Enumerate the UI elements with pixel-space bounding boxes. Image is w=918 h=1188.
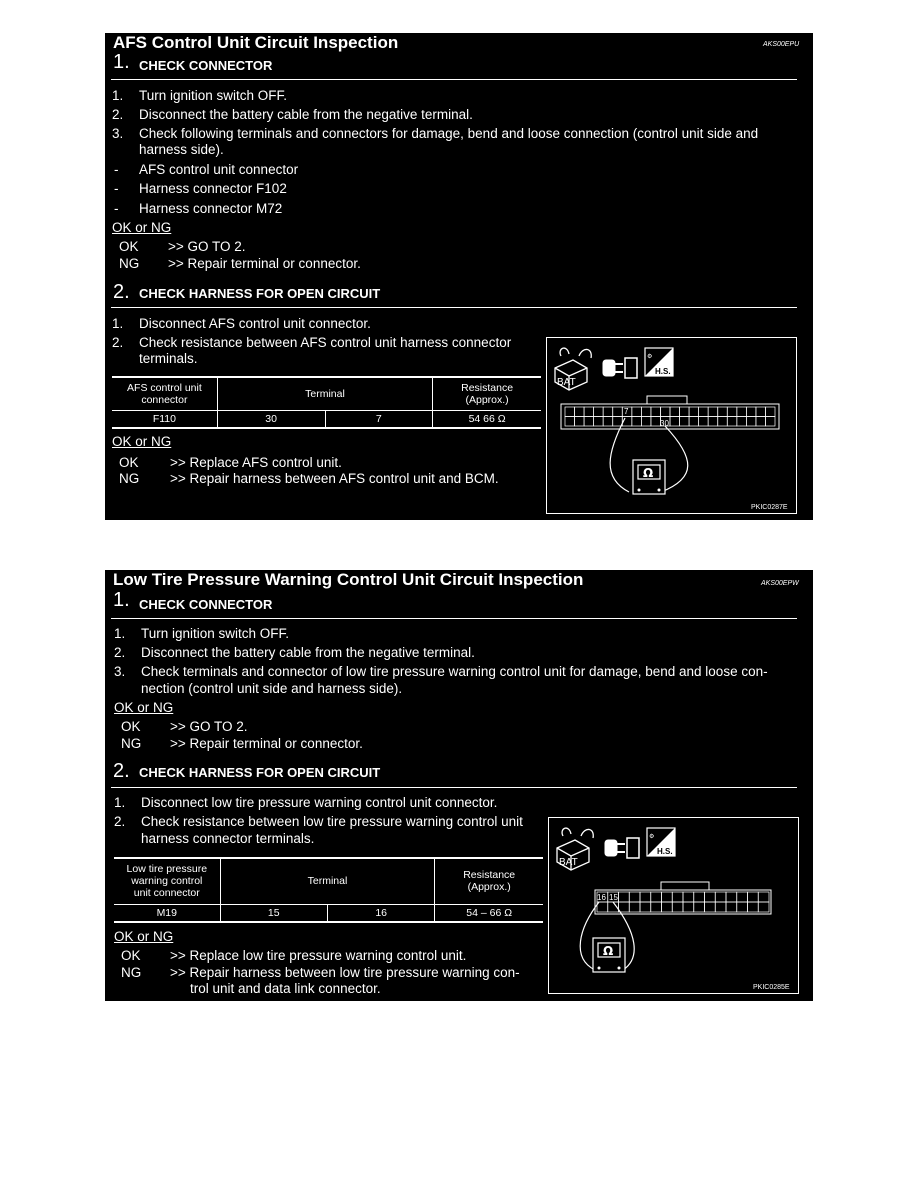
figure-code: PKIC0285E (753, 984, 790, 991)
divider (111, 618, 797, 619)
connector-cavity (619, 892, 630, 902)
section-code: AKS00EPW (761, 580, 799, 587)
connector-cavity (584, 417, 594, 427)
connector-cavity (737, 407, 747, 417)
connector-cavity (680, 417, 690, 427)
result-code: NG (121, 736, 142, 751)
connector-cavity (683, 902, 694, 912)
result-code: NG (119, 256, 140, 271)
step-heading: CHECK CONNECTOR (139, 597, 273, 612)
connector-plug-icon (603, 358, 637, 378)
connector-cavity (718, 417, 728, 427)
section-title: Low Tire Pressure Warning Control Unit Circuit Inspection (113, 570, 584, 589)
connector-cavity (694, 892, 705, 902)
list-item: Harness connector M72 (139, 201, 283, 216)
connector-cavity (683, 892, 694, 902)
list-marker: 1. (114, 795, 126, 810)
connector-diagram-svg (547, 338, 796, 513)
connector-pin-grid (565, 407, 775, 426)
connector-cavity (756, 417, 766, 427)
connector-cavity (670, 407, 680, 417)
figure-code: PKIC0287E (751, 504, 788, 511)
connector-cavity (756, 407, 766, 417)
connector-cavity (613, 407, 623, 417)
list-marker: 3. (114, 664, 126, 679)
connector-cavity (727, 407, 737, 417)
svg-text:⚙: ⚙ (647, 354, 653, 360)
list-item: Disconnect the battery cable from the negative terminal. (139, 107, 473, 122)
connector-cavity (660, 407, 670, 417)
connector-cavity (758, 892, 769, 902)
connector-cavity (746, 417, 756, 427)
step-heading: CHECK HARNESS FOR OPEN CIRCUIT (139, 765, 381, 780)
connector-cavity (718, 407, 728, 417)
connector-cavity (715, 892, 726, 902)
step-number: 2. (113, 760, 130, 782)
harness-side-label: H.S. (657, 847, 673, 856)
list-item: harness side). (139, 142, 224, 157)
list-item: Harness connector F102 (139, 181, 287, 196)
header-terminal: Terminal (220, 858, 435, 904)
connector-cavity (708, 417, 718, 427)
connector-cavity (603, 407, 613, 417)
connector-cavity (689, 417, 699, 427)
connector-cavity (737, 892, 748, 902)
list-marker: - (114, 181, 119, 196)
list-item: Check resistance between AFS control unit harness connector (139, 335, 512, 350)
connector-cavity (726, 902, 737, 912)
divider (111, 787, 797, 788)
result-text: >> GO TO 2. (168, 239, 246, 254)
result-text: >> Repair harness between low tire pressure warning con- (170, 965, 520, 980)
connector-cavity (619, 902, 630, 912)
connector-cavity (632, 417, 642, 427)
connector-cavity (672, 892, 683, 902)
list-marker: 2. (112, 107, 124, 122)
divider (111, 79, 797, 80)
pin-label-b: 30 (660, 419, 669, 428)
connector-cavity (594, 417, 604, 427)
connector-cavity (699, 407, 709, 417)
result-code: OK (121, 719, 141, 734)
pin-label-a: 7 (624, 407, 629, 416)
battery-label: BAT (559, 857, 578, 868)
connector-cavity (651, 407, 661, 417)
ok-ng-label: OK or NG (114, 929, 174, 944)
connector-cavity (708, 407, 718, 417)
resistance-table (114, 857, 543, 923)
connector-cavity (699, 417, 709, 427)
header-connector: AFS control unit connector (112, 377, 217, 410)
connector-cavity (629, 902, 640, 912)
result-code: OK (121, 948, 141, 963)
step-number: 1. (113, 51, 130, 73)
step-heading: CHECK HARNESS FOR OPEN CIRCUIT (139, 286, 381, 301)
wiring-diagram (546, 337, 797, 514)
list-item: Turn ignition switch OFF. (141, 626, 290, 641)
ok-ng-label: OK or NG (114, 700, 174, 715)
list-item: Turn ignition switch OFF. (139, 88, 288, 103)
connector-cavity (715, 902, 726, 912)
connector-cavity (746, 407, 756, 417)
connector-cavity (613, 417, 623, 427)
connector-cavity (758, 902, 769, 912)
result-code: NG (121, 965, 142, 980)
ohm-symbol: Ω (643, 466, 654, 480)
list-marker: - (114, 162, 119, 177)
ohm-symbol: Ω (603, 944, 614, 958)
connector-cavity (670, 417, 680, 427)
connector-cavity (565, 417, 575, 427)
result-code: OK (119, 239, 139, 254)
result-text: >> Replace low tire pressure warning control unit. (170, 948, 467, 963)
header-terminal: Terminal (217, 377, 432, 410)
connector-cavity (748, 902, 759, 912)
header-connector: Low tire pressure warning control unit connector (114, 858, 220, 904)
connector-cavity (594, 407, 604, 417)
cell-terminal-1: 30 (217, 410, 325, 428)
result-text: >> Repair terminal or connector. (170, 736, 363, 751)
svg-text:⚙: ⚙ (649, 834, 655, 840)
list-item: Check resistance between low tire pressure warning control unit (141, 814, 523, 829)
header-resistance: Resistance (Approx.) (461, 381, 514, 406)
result-text: >> Replace AFS control unit. (170, 455, 342, 470)
cell-connector: F110 (112, 410, 217, 428)
header-resistance: Resistance (Approx.) (463, 869, 516, 894)
list-marker: 2. (112, 335, 124, 350)
connector-cavity (694, 902, 705, 912)
cell-resistance: 54 66 Ω (468, 412, 506, 425)
list-marker: 2. (114, 814, 126, 829)
cell-resistance: 54 – 66 Ω (466, 906, 513, 919)
cell-terminal-2: 7 (325, 410, 433, 428)
list-item: harness connector terminals. (141, 831, 315, 846)
connector-plug-icon (605, 838, 639, 858)
list-item: AFS control unit connector (139, 162, 299, 177)
afs-inspection-panel (105, 33, 813, 520)
divider (111, 307, 797, 308)
step-heading: CHECK CONNECTOR (139, 58, 273, 73)
cell-terminal-2: 16 (327, 904, 434, 922)
connector-cavity (603, 417, 613, 427)
connector-cavity (632, 407, 642, 417)
connector-cavity (765, 417, 775, 427)
connector-cavity (737, 902, 748, 912)
tpms-inspection-panel (105, 570, 813, 1001)
connector-cavity (597, 902, 608, 912)
section-code: AKS00EPU (763, 41, 800, 48)
connector-cavity (680, 407, 690, 417)
pin-label-b: 15 (609, 893, 618, 902)
result-code: NG (119, 471, 140, 486)
connector-cavity (737, 417, 747, 427)
connector-cavity (765, 407, 775, 417)
list-marker: 1. (112, 316, 124, 331)
connector-cavity (640, 902, 651, 912)
resistance-table (112, 376, 541, 429)
connector-cavity (705, 902, 716, 912)
connector-cavity (748, 892, 759, 902)
connector-pin-grid (597, 892, 769, 912)
step-number: 2. (113, 281, 130, 303)
connector-cavity (662, 892, 673, 902)
list-item: Disconnect AFS control unit connector. (139, 316, 371, 331)
ok-ng-label: OK or NG (112, 220, 172, 235)
connector-cavity (689, 407, 699, 417)
result-text: >> GO TO 2. (170, 719, 248, 734)
connector-cavity (662, 902, 673, 912)
list-marker: - (114, 201, 119, 216)
connector-cavity (651, 902, 662, 912)
list-item: terminals. (139, 351, 198, 366)
connector-cavity (575, 417, 585, 427)
connector-cavity (727, 417, 737, 427)
result-code: OK (119, 455, 139, 470)
list-item: Check following terminals and connectors for damage, bend and loose connection (control unit side and (139, 126, 759, 141)
connector-cavity (672, 902, 683, 912)
list-marker: 1. (114, 626, 126, 641)
connector-cavity (651, 892, 662, 902)
step-number: 1. (113, 589, 130, 611)
cell-terminal-1: 15 (220, 904, 327, 922)
list-marker: 3. (112, 126, 124, 141)
list-item: Disconnect low tire pressure warning control unit connector. (141, 795, 498, 810)
list-marker: 2. (114, 645, 126, 660)
wiring-diagram (548, 817, 799, 994)
connector-cavity (565, 407, 575, 417)
connector-cavity (640, 892, 651, 902)
list-item: Check terminals and connector of low tire pressure warning control unit for damage, bend and loose con- (141, 664, 768, 679)
result-text: trol unit and data link connector. (190, 981, 381, 996)
connector-cavity (641, 417, 651, 427)
list-item: Disconnect the battery cable from the negative terminal. (141, 645, 475, 660)
connector-cavity (575, 407, 585, 417)
battery-label: BAT (557, 377, 576, 388)
result-text: >> Repair terminal or connector. (168, 256, 361, 271)
list-item: nection (control unit side and harness side). (141, 681, 403, 696)
harness-side-label: H.S. (655, 367, 671, 376)
result-text: >> Repair harness between AFS control unit and BCM. (170, 471, 499, 486)
list-marker: 1. (112, 88, 124, 103)
section-title: AFS Control Unit Circuit Inspection (113, 33, 399, 52)
ok-ng-label: OK or NG (112, 434, 172, 449)
cell-connector: M19 (114, 904, 220, 922)
connector-cavity (705, 892, 716, 902)
pin-label-a: 16 (597, 893, 606, 902)
connector-cavity (641, 407, 651, 417)
connector-cavity (584, 407, 594, 417)
connector-diagram-svg (549, 818, 798, 993)
connector-cavity (726, 892, 737, 902)
connector-cavity (629, 892, 640, 902)
